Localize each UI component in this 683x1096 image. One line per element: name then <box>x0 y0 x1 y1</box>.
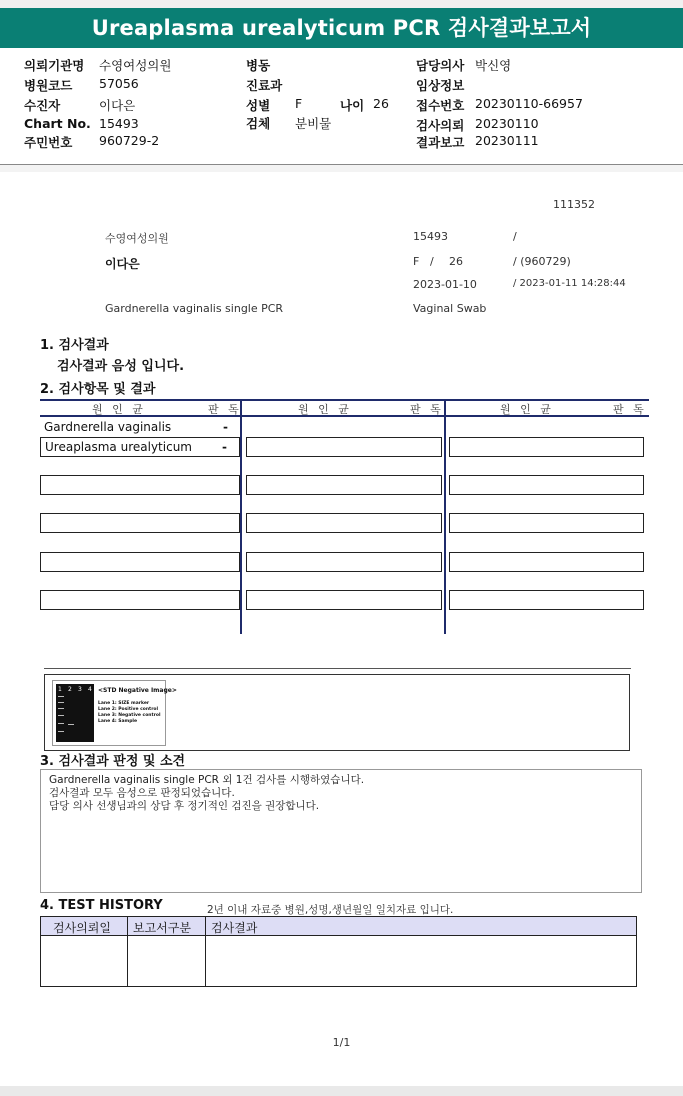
age-row <box>340 96 389 114</box>
result-row <box>40 437 240 457</box>
empty-cell <box>246 513 442 533</box>
hospital-code-value: 57056 <box>99 76 139 91</box>
resident-value: 960729-2 <box>99 133 160 148</box>
empty-cell <box>246 552 442 572</box>
comment-box <box>40 769 642 893</box>
comment-line: Gardnerella vaginalis single PCR 외 1건 검사를 시행하였습니다. <box>49 774 365 786</box>
request-value: 20230110 <box>475 116 539 131</box>
positive-band <box>68 724 74 725</box>
summary-test: Gardnerella vaginalis single PCR <box>105 302 284 315</box>
summary-date1: 2023-01-10 <box>413 278 477 291</box>
sex-row <box>246 96 303 114</box>
col-judgement-2: 판 독 <box>410 403 444 416</box>
col-pathogen-1: 원 인 균 <box>92 403 146 416</box>
chart-row <box>24 116 139 131</box>
institution-value: 수영여성의원 <box>99 58 172 73</box>
empty-cell <box>449 418 644 438</box>
summary-chart-no: 15493 <box>413 230 448 243</box>
comment-line: 검사결과 모두 음성으로 판정되었습니다. <box>49 787 235 799</box>
summary-slash-2: / <box>430 255 434 268</box>
lane-number: 4 <box>88 686 92 693</box>
summary-slash: / <box>513 230 517 243</box>
empty-cell <box>246 590 442 610</box>
comment-line: 담당 의사 선생님과의 상담 후 정기적인 검진을 권장합니다. <box>49 800 320 812</box>
hospital-code-row <box>24 76 139 94</box>
section1-body: 검사결과 음성 입니다. <box>57 359 185 374</box>
history-col-divider <box>127 917 128 986</box>
col-judgement-1: 판 독 <box>208 403 242 416</box>
sex-label: 성별 <box>246 98 271 113</box>
specimen-label: 검체 <box>246 116 271 131</box>
col-pathogen-3: 원 인 균 <box>500 403 554 416</box>
request-label: 검사의뢰 <box>416 118 465 133</box>
empty-cell <box>40 475 240 495</box>
institution-row <box>24 56 172 74</box>
specimen-row <box>246 114 332 132</box>
marker-band <box>58 715 64 716</box>
gel-legend-item: Lane 3: Negative control <box>98 713 161 718</box>
result-mark: - <box>222 440 227 454</box>
gel-image-frame <box>44 674 630 751</box>
resident-label: 주민번호 <box>24 135 73 150</box>
col-judgement-3: 판 독 <box>613 403 647 416</box>
summary-age: 26 <box>449 255 463 268</box>
age-label: 나이 <box>340 98 365 113</box>
history-table <box>40 916 637 987</box>
report-label: 결과보고 <box>416 135 465 150</box>
summary-birth: / (960729) <box>513 255 571 268</box>
history-col-request-date: 검사의뢰일 <box>53 921 111 935</box>
lane-number: 2 <box>68 686 72 693</box>
section1-title: 1. 검사결과 <box>40 338 109 353</box>
grid-divider-2 <box>444 399 446 634</box>
result-name: Gardnerella vaginalis <box>44 420 172 434</box>
page-number: 1/1 <box>332 1036 351 1049</box>
gel-title: <STD Negative Image> <box>98 687 177 694</box>
resident-row <box>24 133 160 151</box>
receipt-value: 20230110-66957 <box>475 96 583 111</box>
summary-sex: F <box>413 255 420 268</box>
empty-cell <box>449 590 644 610</box>
report-title: Ureaplasma urealyticum PCR 검사결과보고서 <box>0 8 683 48</box>
col-pathogen-2: 원 인 균 <box>298 403 352 416</box>
age-value: 26 <box>373 96 389 111</box>
history-col-report-type: 보고서구분 <box>133 921 191 935</box>
dept-row <box>246 76 282 94</box>
clinical-row <box>416 76 464 94</box>
empty-cell <box>449 552 644 572</box>
lane-number: 1 <box>58 686 62 693</box>
gel-legend-item: Lane 2: Positive control <box>98 707 159 712</box>
summary-sample: Vaginal Swab <box>413 302 487 315</box>
empty-cell <box>40 590 240 610</box>
marker-band <box>58 696 64 697</box>
ward-row <box>246 56 270 74</box>
empty-cell <box>449 475 644 495</box>
ward-label: 병동 <box>246 58 271 73</box>
patient-value: 이다은 <box>99 98 136 113</box>
sex-value: F <box>295 96 303 111</box>
specimen-value: 분비물 <box>295 116 332 131</box>
empty-cell <box>449 513 644 533</box>
result-mark: - <box>223 420 228 434</box>
section3-title: 3. 검사결과 판정 및 소견 <box>40 754 186 769</box>
report-row <box>416 133 539 151</box>
header-gap <box>0 165 683 172</box>
gel-photo <box>56 684 94 742</box>
image-divider <box>44 668 631 669</box>
marker-band <box>58 723 64 724</box>
top-band <box>0 0 683 8</box>
grid-divider-1 <box>240 399 242 634</box>
clinical-label: 임상정보 <box>416 78 465 93</box>
marker-band <box>58 731 64 732</box>
chart-value: 15493 <box>99 116 139 131</box>
section4-title: 4. TEST HISTORY <box>40 898 163 913</box>
empty-cell <box>246 437 442 457</box>
patient-label: 수진자 <box>24 98 61 113</box>
bottom-band <box>0 1086 683 1096</box>
summary-institution: 수영여성의원 <box>105 232 169 245</box>
summary-patient: 이다은 <box>105 257 140 271</box>
doctor-label: 담당의사 <box>416 58 465 73</box>
summary-date2: / 2023-01-11 14:28:44 <box>513 278 626 289</box>
lane-number: 3 <box>78 686 82 693</box>
report-value: 20230111 <box>475 133 539 148</box>
empty-cell <box>40 552 240 572</box>
hospital-code-label: 병원코드 <box>24 78 73 93</box>
receipt-row <box>416 96 583 114</box>
empty-cell <box>246 418 442 438</box>
summary-code: 111352 <box>553 198 595 211</box>
empty-cell <box>246 475 442 495</box>
gel-legend-item: Lane 1: SIZE marker <box>98 701 150 706</box>
history-col-divider <box>205 917 206 986</box>
gel-image <box>52 680 177 746</box>
doctor-row <box>416 56 512 74</box>
empty-cell <box>449 437 644 457</box>
institution-label: 의뢰기관명 <box>24 58 85 73</box>
history-col-result: 검사결과 <box>211 921 258 935</box>
result-row <box>40 418 240 438</box>
history-note: 2년 이내 자료중 병원,성명,생년월일 일치자료 입니다. <box>207 904 454 916</box>
empty-cell <box>40 513 240 533</box>
gel-legend-item: Lane 4: Sample <box>98 719 138 724</box>
chart-label: Chart No. <box>24 116 91 131</box>
receipt-label: 접수번호 <box>416 98 465 113</box>
result-name: Ureaplasma urealyticum <box>45 440 192 454</box>
marker-band <box>58 708 64 709</box>
request-row <box>416 116 539 134</box>
dept-label: 진료과 <box>246 78 283 93</box>
doctor-value: 박신영 <box>475 58 512 73</box>
marker-band <box>58 702 64 703</box>
patient-row <box>24 96 136 114</box>
history-header <box>41 917 636 936</box>
section2-title: 2. 검사항목 및 결과 <box>40 382 156 397</box>
